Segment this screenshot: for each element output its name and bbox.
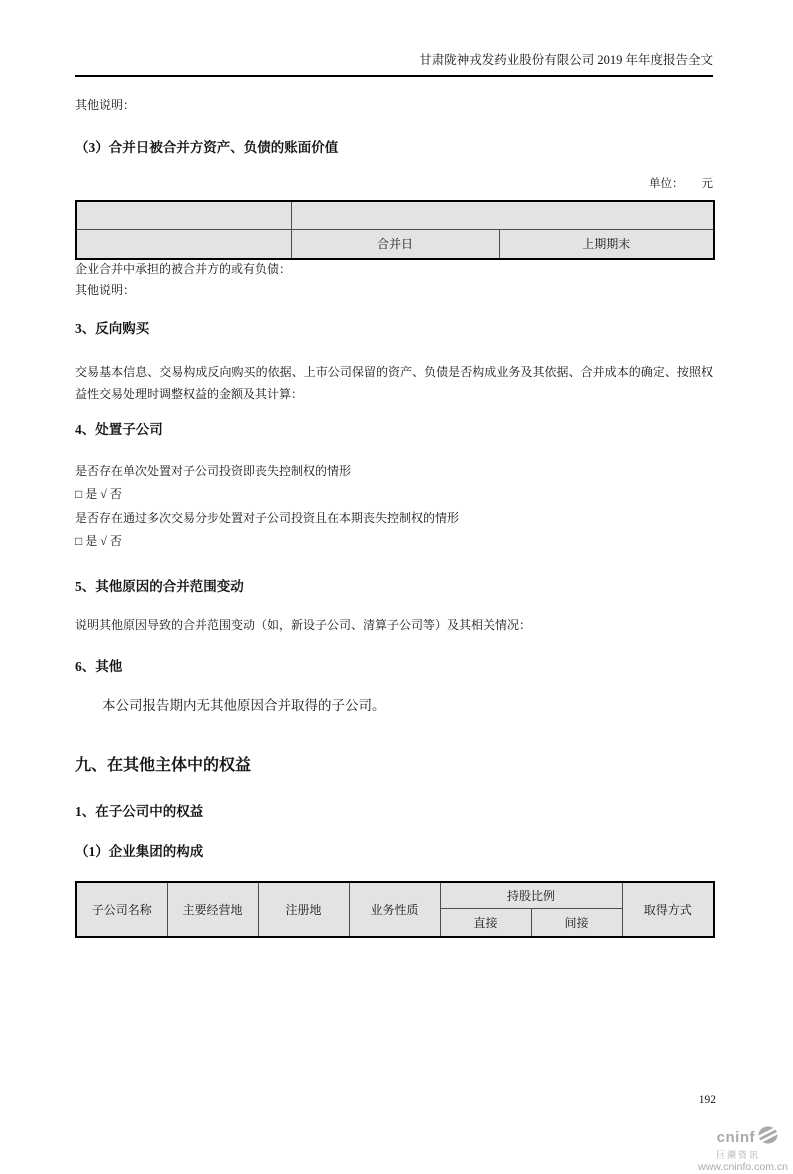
empty-merged-cell <box>291 201 714 229</box>
heading-disposal-subsidiary: 4、处置子公司 <box>75 422 163 437</box>
table-header-row <box>76 882 714 908</box>
scope-change-desc: 说明其他原因导致的合并范围变动（如，新设子公司、清算子公司等）及其相关情况： <box>75 618 532 632</box>
page-content <box>75 52 713 938</box>
cninfo-url: www.cninfo.com.cn <box>698 1161 788 1173</box>
col-header-acquisition: 取得方式 <box>622 882 714 937</box>
col-header-main-place: 主要经营地 <box>167 882 258 937</box>
table-row <box>76 229 714 259</box>
unit-label: 单位： <box>649 178 684 190</box>
disposal-question-2: 是否存在通过多次交易分步处置对子公司投资且在本期丧失控制权的情形 <box>75 511 460 525</box>
col-header-business: 业务性质 <box>349 882 440 937</box>
col-header-direct: 直接 <box>440 908 531 937</box>
reverse-purchase-desc: 交易基本信息、交易构成反向购买的依据、上市公司保留的资产、负债是否构成业务及其依据、合并成本的确定、按照权益性交易处理时调整权益的金额及其计算： <box>75 365 713 401</box>
unit-value: 元 <box>701 178 713 190</box>
disposal-answer-2: □ 是 √ 否 <box>75 534 122 548</box>
table-row <box>76 201 714 229</box>
heading-interests-subsidiaries: 1、在子公司中的权益 <box>75 804 204 819</box>
merge-date-table <box>75 200 715 260</box>
col-header-prior-period: 上期期末 <box>499 229 714 259</box>
other-note-top: 其他说明： <box>75 98 136 112</box>
report-header-title: 甘肃陇神戎发药业股份有限公司 2019 年年度报告全文 <box>75 52 713 77</box>
col-header-reg-place: 注册地 <box>258 882 349 937</box>
disposal-question-1: 是否存在单次处置对子公司投资即丧失控制权的情形 <box>75 464 352 478</box>
contingent-liability-line: 企业合并中承担的被合并方的或有负债： <box>75 262 292 276</box>
col-header-indirect: 间接 <box>531 908 622 937</box>
cninfo-swirl-icon <box>758 1126 778 1149</box>
disposal-answer-1: □ 是 √ 否 <box>75 487 122 501</box>
unit-line <box>75 178 713 191</box>
page-number: 192 <box>698 1094 716 1106</box>
col-header-shareholding: 持股比例 <box>440 882 622 908</box>
empty-cell <box>76 229 291 259</box>
heading-interests-other-entities: 九、在其他主体中的权益 <box>75 757 252 774</box>
other-paragraph: 本公司报告期内无其他原因合并取得的子公司。 <box>102 698 386 713</box>
heading-group-composition: （1）企业集团的构成 <box>75 844 204 859</box>
report-page <box>0 52 793 1174</box>
col-header-merge-date: 合并日 <box>291 229 499 259</box>
heading-scope-change: 5、其他原因的合并范围变动 <box>75 579 244 594</box>
subsidiary-table <box>75 881 715 938</box>
heading-book-value: （3）合并日被合并方资产、负债的账面价值 <box>75 140 339 155</box>
empty-cell <box>76 201 291 229</box>
other-note-2: 其他说明： <box>75 283 136 297</box>
heading-other: 6、其他 <box>75 659 123 674</box>
cninfo-logo <box>698 1126 788 1173</box>
heading-reverse-purchase: 3、反向购买 <box>75 321 150 336</box>
cninfo-brand-text: cninf <box>716 1129 755 1146</box>
cninfo-logo-brand-row <box>698 1126 778 1149</box>
cninfo-chinese-name: 巨潮资讯 <box>715 1150 760 1160</box>
col-header-subsidiary-name: 子公司名称 <box>76 882 167 937</box>
